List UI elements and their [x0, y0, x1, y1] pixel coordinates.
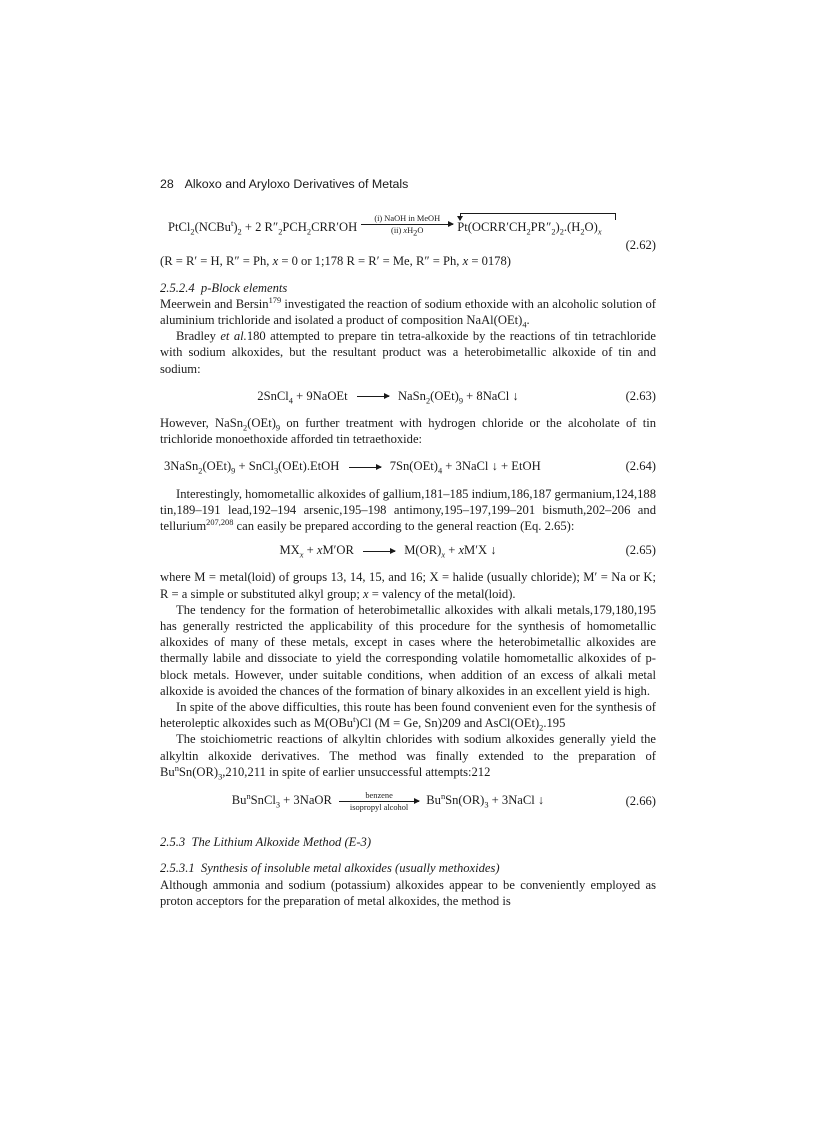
section-heading-2-5-3: 2.5.3 The Lithium Alkoxide Method (E-3)	[160, 835, 372, 850]
paragraph-however: However, $NaSn_2(OEt)_9$ on further treatment with hydrogen chloride or the alcoholate of tin trichloride monoethoxide afforded tin tetraethoxide:	[160, 416, 656, 447]
eq-2-62-arrow-above: (i) NaOH in MeOH	[374, 214, 441, 224]
running-title: Alkoxo and Aryloxo Derivatives of Metals	[184, 177, 409, 191]
eq-2-66-number: (2.66)	[625, 794, 656, 809]
eq-2-66-arrow	[339, 791, 419, 812]
eq-2-64-number: (2.64)	[625, 459, 656, 474]
eq-2-62-arrow	[361, 214, 453, 238]
eq-2-62-lhs: $PtCl_2(NCBu^t)_2 + 2$ $R''_2PCH_2CRR'OH$	[168, 218, 358, 237]
eq-2-65-arrow	[363, 551, 395, 552]
paragraph-where: where M = metal(loid) of groups 13, 14, 15, and 16; X = halide (usually chloride); M′ = Na or K; R = a simple or substituted alkyl group; x = valency of the metal(loid).	[160, 570, 656, 601]
eq-2-66-arrow-below: isopropyl alcohol	[349, 803, 409, 813]
running-head	[160, 176, 656, 192]
equation-2-64	[160, 458, 656, 474]
eq-2-65-number: (2.65)	[625, 543, 656, 558]
eq-2-64-arrow	[349, 467, 381, 468]
paragraph-stoichiometric: The stoichiometric reactions of alkyltin chlorides with sodium alkoxides generally yield the alkyltin alkoxide derivatives. The method was finally extended to the preparation of $Bu^nSn(OR)_3,210,211$ in spite of earlier unsuccessful attempts:212	[160, 732, 656, 782]
eq-2-63-rhs: $NaSn_2(OEt)_9$ + 8NaCl ↓	[397, 388, 519, 406]
eq-2-65-lhs: $MX_x + xM'OR$	[279, 543, 354, 560]
eq-2-63-lhs: 2SnCl$_4$ + 9NaOEt	[257, 388, 348, 406]
paragraph-bradley: Bradley et al.180 attempted to prepare tin tetra-alkoxide by the reactions of tin tetrachloride with sodium alkoxides, but the resultant product was a heterobimetallic alkoxide of tin and sodium:	[160, 329, 657, 376]
eq-2-64-lhs: $3NaSn_2(OEt)_9$ + SnCl$_3$(OEt).EtOH	[164, 459, 340, 476]
page-number: 28	[160, 177, 174, 191]
eq-2-63-number: (2.63)	[625, 388, 656, 403]
eq-2-62-number: (2.62)	[625, 238, 656, 253]
page	[160, 176, 656, 909]
section-heading-2-5-3-1: 2.5.3.1 Synthesis of insoluble metal alkoxides (usually methoxides)	[160, 861, 500, 876]
paragraph-interestingly: Interestingly, homometallic alkoxides of gallium,181–185 indium,186,187 germanium,124,188 tin,189–191 lead,192–194 arsenic,195–198 antimony,195–197,199–201 bismuth,202–206 and tellurium$^{207,208}$ can easily be prepared according to the general reaction (Eq. 2.65):	[160, 486, 656, 534]
section-heading-2-5-2-4: 2.5.2.4 p-Block elements	[160, 280, 288, 295]
paragraph-tendency: The tendency for the formation of heterobimetallic alkoxides with alkali metals,179,180,195 has generally restricted the applicability of this procedure for the synthesis of homometallic alkoxides of many of these metals, except in cases where the heterobimetallic alkoxides are thermally labile and dissociate to yield the corresponding volatile homometallic alkoxides of p-block metals. However, under suitable conditions, when addition of an excess of alkali metal alkoxide is avoided the chances of the formation of binary alkoxides in an excellent yield is high.	[160, 602, 656, 698]
chelate-bracket	[460, 213, 616, 220]
equation-2-62	[160, 214, 656, 269]
eq-2-62-rhs: $Pt(OCRR'CH_2PR''_2)_2.(H_2O)_x$	[457, 219, 601, 235]
eq-2-65-rhs: $M(OR)_x + xM'X$ ↓	[404, 543, 497, 560]
paragraph-in-spite: In spite of the above difficulties, this route has been found convenient even for the synthesis of heteroleptic alkoxides such as M(OBu$^t$)Cl (M = Ge, Sn)209 and $AsCl(OEt)_2.195$	[160, 700, 656, 733]
equation-2-66	[160, 791, 656, 812]
eq-2-62-condition: (R = R′ = H, R″ = Ph, x = 0 or 1;178 R = R′ = Me, R″ = Ph, x = 0178)	[160, 254, 511, 269]
paragraph-meerwein: Meerwein and Bersin$^{179}$ investigated the reaction of sodium ethoxide with an alcoholic solution of aluminium trichloride and isolated a product of composition $NaAl(OEt)_4$.	[160, 295, 656, 330]
paragraph-although: Although ammonia and sodium (potassium) alkoxides appear to be conveniently employed as proton acceptors for the preparation of metal alkoxides, the method is	[160, 877, 656, 908]
equation-2-63	[160, 388, 656, 404]
eq-2-66-lhs: $Bu^nSnCl_3$ + 3NaOR	[231, 792, 332, 810]
eq-2-66-rhs: $Bu^nSn(OR)_3$ + 3NaCl ↓	[426, 792, 545, 810]
eq-2-66-arrow-above: benzene	[365, 791, 393, 801]
eq-2-62-arrow-below: (ii) $xH_2O$	[391, 226, 424, 238]
eq-2-63-arrow	[357, 396, 389, 397]
eq-2-64-rhs: $7Sn(OEt)_4$ + 3NaCl ↓ + EtOH	[389, 459, 541, 476]
equation-2-65	[160, 542, 656, 558]
